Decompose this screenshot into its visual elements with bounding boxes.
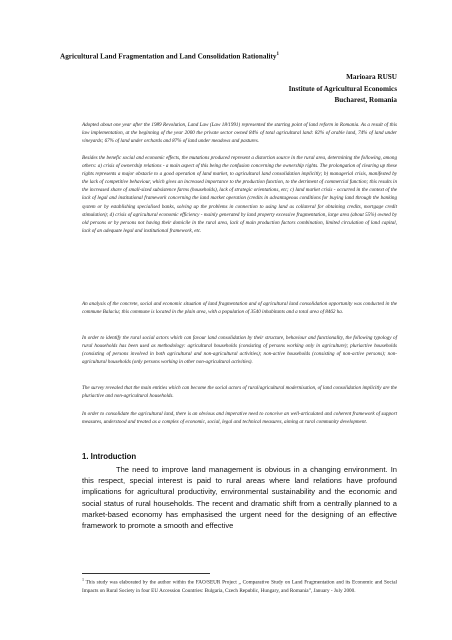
footnote-divider (82, 573, 210, 574)
abstract-paragraph-1: Adopted about one year after the 1989 Revolution, Land Law (Law 18/1991) represented the starting point of land reform in Romania. As a result of this law implementation, at the beginning of the year 2000 the private sector owned 84% of total agricultural land: 82% of arable land, 74% of land under vineyards; 67% of land under orchards and 87% of land under meadows and pastures. (82, 122, 397, 145)
footnote-mark: 1 (82, 577, 84, 582)
paper-title-text: Agricultural Land Fragmentation and Land Consolidation Rationality (60, 52, 277, 61)
abstract-paragraph-6: In order to consolidate the agricultural land, there is an obvious and imperative need to conceive an well-articulated and coherent framework of support measures, understood and treated as a complex of economic, social, legal and technical measures, aiming at rural community development. (82, 411, 397, 426)
title-footnote-mark: 1 (276, 52, 279, 57)
abstract-paragraph-5: The survey revealed that the main entities which can become the social actors of rural/agricultural modernisation, of land consolidation implicitly are the pluriactive and non-agricultural households. (82, 385, 397, 400)
author-location: Bucharest, Romania (334, 96, 397, 104)
abstract-paragraph-4: In order to identify the rural social actors which can favour land consolidation by their structure, behaviour and functionality, the following typology of rural households has been used as methodology: agricultural households (consisting of persons working only in agriculture); pluriactive households (consisting of persons involved in both agricultural and non-agricultural activities); non-active households (consisting of non-active persons); non-agricultural households (only persons working in other non-agricultural activities). (82, 335, 397, 366)
abstract-paragraph-2: Besides the benefic social and economic effects, the mutations produced represent a distortion source in the rural area, determining the following, among others: a) crisis of ownership relations - a main aspect of this being the confusion concerning the ownership rights. The prolongation of clearing up these rights represents a major obstacle to a good operation of land market, to agricultural land consolidation implicitly; b) managerial crisis, manifested by the lack of competitive behaviour, which gives an increased importance to the production function, to the detriment of commercial function; this results in the increased share of small-sized subsistence farms (households), lack of strategic orientations, etc; c) land market crisis - occurred in the context of the lack of legal and institutional framework concerning the land market operation (credits in advantageous conditions for buying land through the banking system or by establishing specialised banks, solving up the problems in connection to using land as collateral for obtaining credits, mortgage credit stimulation); d) crisis of agricultural economic efficiency - mainly generated by land property excessive fragmentation, large area (about 55%) owned by old persons or by persons not having their domicile in the rural area, lack of main production factors combination, limited circulation of land capital, lack of an adequate legal and institutional framework, etc. (82, 155, 397, 234)
author-block (289, 72, 397, 107)
paper-title (60, 52, 420, 60)
footnote (82, 576, 397, 595)
author-institution: Institute of Agricultural Economics (288, 84, 397, 93)
section-heading: 1. Introduction (82, 452, 137, 461)
introduction-paragraph: The need to improve land management is obvious in a changing environment. In this respect, special interest is paid to rural areas where land relations have profound implications for agricultural productivity, environmental sustainability and the economic and social status of rural households. The recent and dramatic shift from a centrally planned to a market-based economy has emphasised the urgent need for the designing of an effective framework to promote a smooth and effective (82, 465, 397, 531)
footnote-text: This study was elaborated by the author within the FAO/SEUR Project „ Comparative Study on Land Fragmentation and its Economic and Social Impacts on Rural Society in four EU Accession Countries: Bulgaria, Czech Republic, Hungary, and Romania”, January - July 2000. (82, 579, 398, 594)
abstract-paragraph-3: An analysis of the concrete, social and economic situation of land fragmentation and of agricultural land consolidation opportunity was conducted in the commune Balaciu; this commune is located in the plain area, with a population of 3540 inhabitants and a total area of 8462 ha. (82, 301, 397, 316)
author-name: Marioara RUSU (346, 73, 397, 81)
